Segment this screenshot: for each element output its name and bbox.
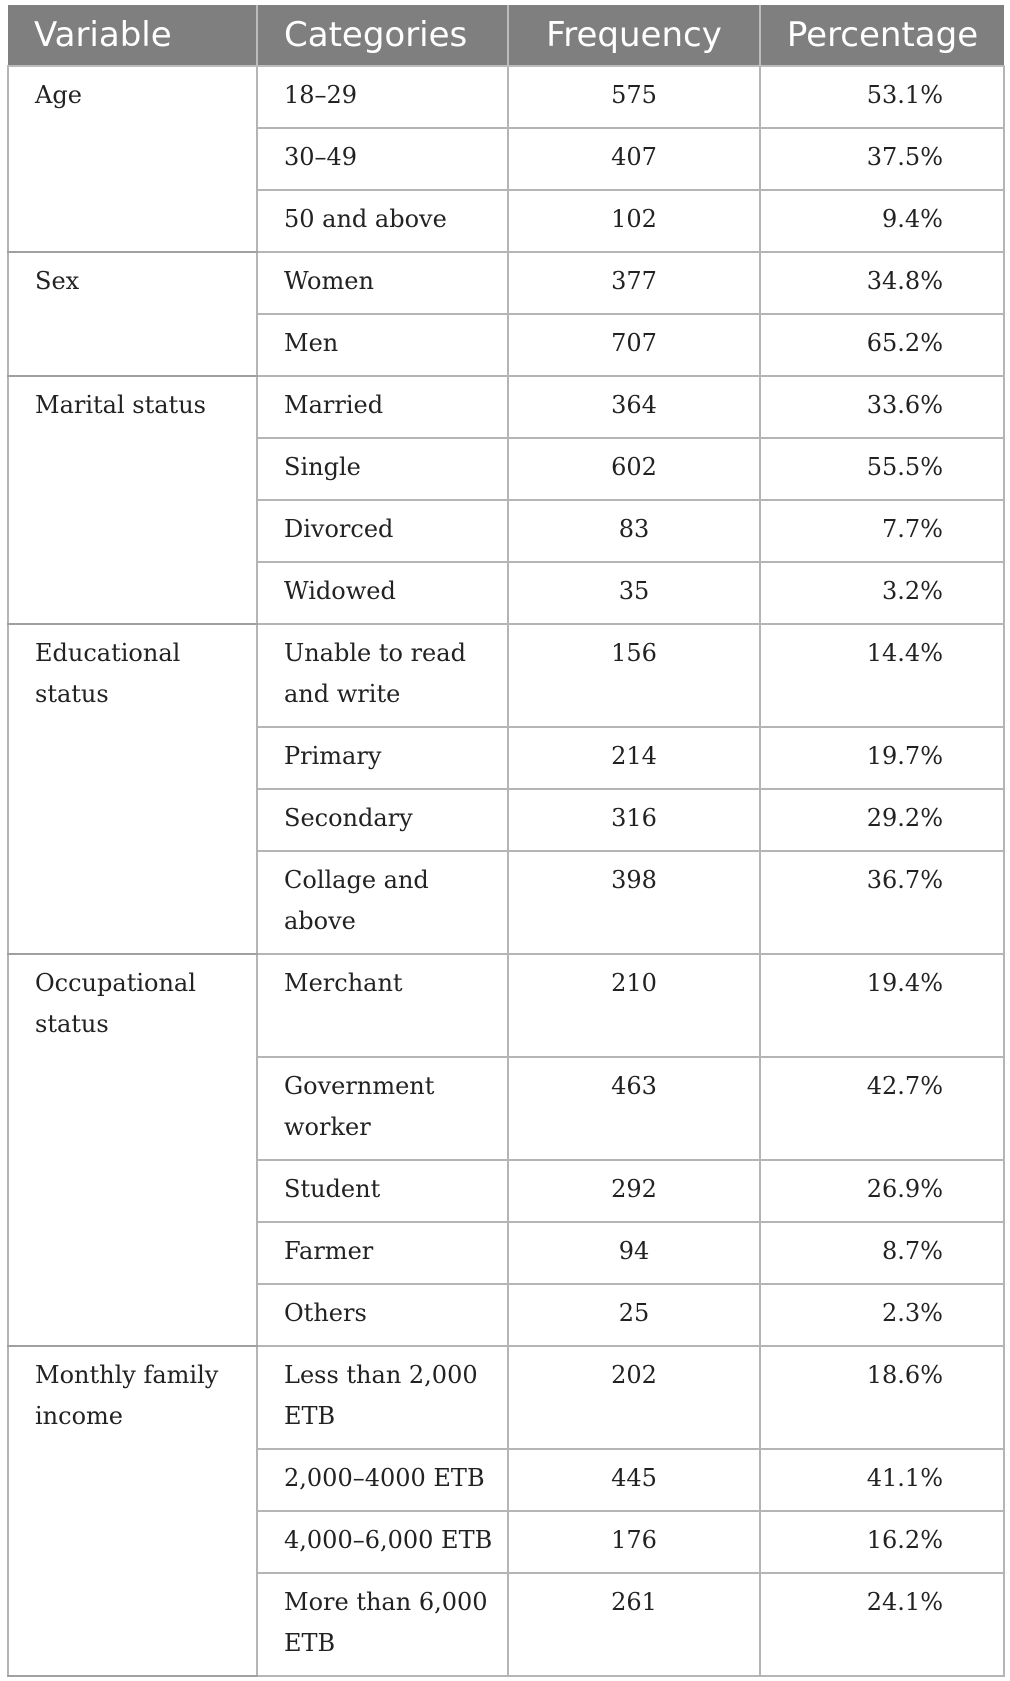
frequency-cell: 102 — [508, 190, 760, 252]
header-frequency: Frequency — [508, 5, 760, 66]
frequency-cell: 261 — [508, 1573, 760, 1676]
percentage-cell: 9.4% — [760, 190, 1004, 252]
frequency-cell: 707 — [508, 314, 760, 376]
frequency-cell: 463 — [508, 1057, 760, 1160]
frequency-cell: 176 — [508, 1511, 760, 1573]
category-cell: Women — [257, 252, 508, 314]
variable-cell: Occupational status — [8, 954, 257, 1346]
category-cell: Widowed — [257, 562, 508, 624]
percentage-cell: 53.1% — [760, 66, 1004, 128]
frequency-cell: 25 — [508, 1284, 760, 1346]
frequency-cell: 202 — [508, 1346, 760, 1449]
category-cell: 4,000–6,000 ETB — [257, 1511, 508, 1573]
frequency-cell: 210 — [508, 954, 760, 1057]
category-cell: Farmer — [257, 1222, 508, 1284]
category-cell: Unable to read and write — [257, 624, 508, 727]
category-cell: Student — [257, 1160, 508, 1222]
variable-cell: Age — [8, 66, 257, 252]
frequency-cell: 602 — [508, 438, 760, 500]
percentage-cell: 65.2% — [760, 314, 1004, 376]
frequency-cell: 94 — [508, 1222, 760, 1284]
percentage-cell: 33.6% — [760, 376, 1004, 438]
percentage-cell: 55.5% — [760, 438, 1004, 500]
percentage-cell: 42.7% — [760, 1057, 1004, 1160]
frequency-cell: 214 — [508, 727, 760, 789]
category-cell: 50 and above — [257, 190, 508, 252]
percentage-cell: 19.7% — [760, 727, 1004, 789]
table-row — [8, 954, 1004, 1057]
frequency-cell: 83 — [508, 500, 760, 562]
frequency-cell: 445 — [508, 1449, 760, 1511]
category-cell: Divorced — [257, 500, 508, 562]
frequency-cell: 156 — [508, 624, 760, 727]
frequency-cell: 377 — [508, 252, 760, 314]
table-row — [8, 252, 1004, 314]
percentage-cell: 18.6% — [760, 1346, 1004, 1449]
frequency-cell: 364 — [508, 376, 760, 438]
table-row — [8, 376, 1004, 438]
category-cell: Married — [257, 376, 508, 438]
table-row — [8, 66, 1004, 128]
percentage-cell: 24.1% — [760, 1573, 1004, 1676]
category-cell: More than 6,000 ETB — [257, 1573, 508, 1676]
percentage-cell: 29.2% — [760, 789, 1004, 851]
demographics-table — [7, 5, 1005, 1677]
category-cell: Less than 2,000 ETB — [257, 1346, 508, 1449]
category-cell: Single — [257, 438, 508, 500]
category-cell: 18–29 — [257, 66, 508, 128]
variable-cell: Sex — [8, 252, 257, 376]
category-cell: Collage and above — [257, 851, 508, 954]
frequency-cell: 292 — [508, 1160, 760, 1222]
variable-cell: Marital status — [8, 376, 257, 624]
percentage-cell: 2.3% — [760, 1284, 1004, 1346]
header-percentage: Percentage — [760, 5, 1004, 66]
percentage-cell: 37.5% — [760, 128, 1004, 190]
percentage-cell: 14.4% — [760, 624, 1004, 727]
header-row — [8, 5, 1004, 66]
category-cell: Men — [257, 314, 508, 376]
variable-cell: Monthly family income — [8, 1346, 257, 1676]
category-cell: Government worker — [257, 1057, 508, 1160]
header-variable: Variable — [8, 5, 257, 66]
table-row — [8, 624, 1004, 727]
category-cell: 30–49 — [257, 128, 508, 190]
variable-cell: Educational status — [8, 624, 257, 954]
frequency-cell: 398 — [508, 851, 760, 954]
category-cell: 2,000–4000 ETB — [257, 1449, 508, 1511]
percentage-cell: 36.7% — [760, 851, 1004, 954]
table-body — [8, 66, 1004, 1676]
header-categories: Categories — [257, 5, 508, 66]
category-cell: Others — [257, 1284, 508, 1346]
category-cell: Primary — [257, 727, 508, 789]
percentage-cell: 16.2% — [760, 1511, 1004, 1573]
frequency-cell: 35 — [508, 562, 760, 624]
frequency-cell: 575 — [508, 66, 760, 128]
percentage-cell: 3.2% — [760, 562, 1004, 624]
percentage-cell: 8.7% — [760, 1222, 1004, 1284]
percentage-cell: 19.4% — [760, 954, 1004, 1057]
percentage-cell: 41.1% — [760, 1449, 1004, 1511]
percentage-cell: 7.7% — [760, 500, 1004, 562]
category-cell: Secondary — [257, 789, 508, 851]
frequency-cell: 316 — [508, 789, 760, 851]
table-row — [8, 1346, 1004, 1449]
frequency-cell: 407 — [508, 128, 760, 190]
percentage-cell: 26.9% — [760, 1160, 1004, 1222]
percentage-cell: 34.8% — [760, 252, 1004, 314]
category-cell: Merchant — [257, 954, 508, 1057]
